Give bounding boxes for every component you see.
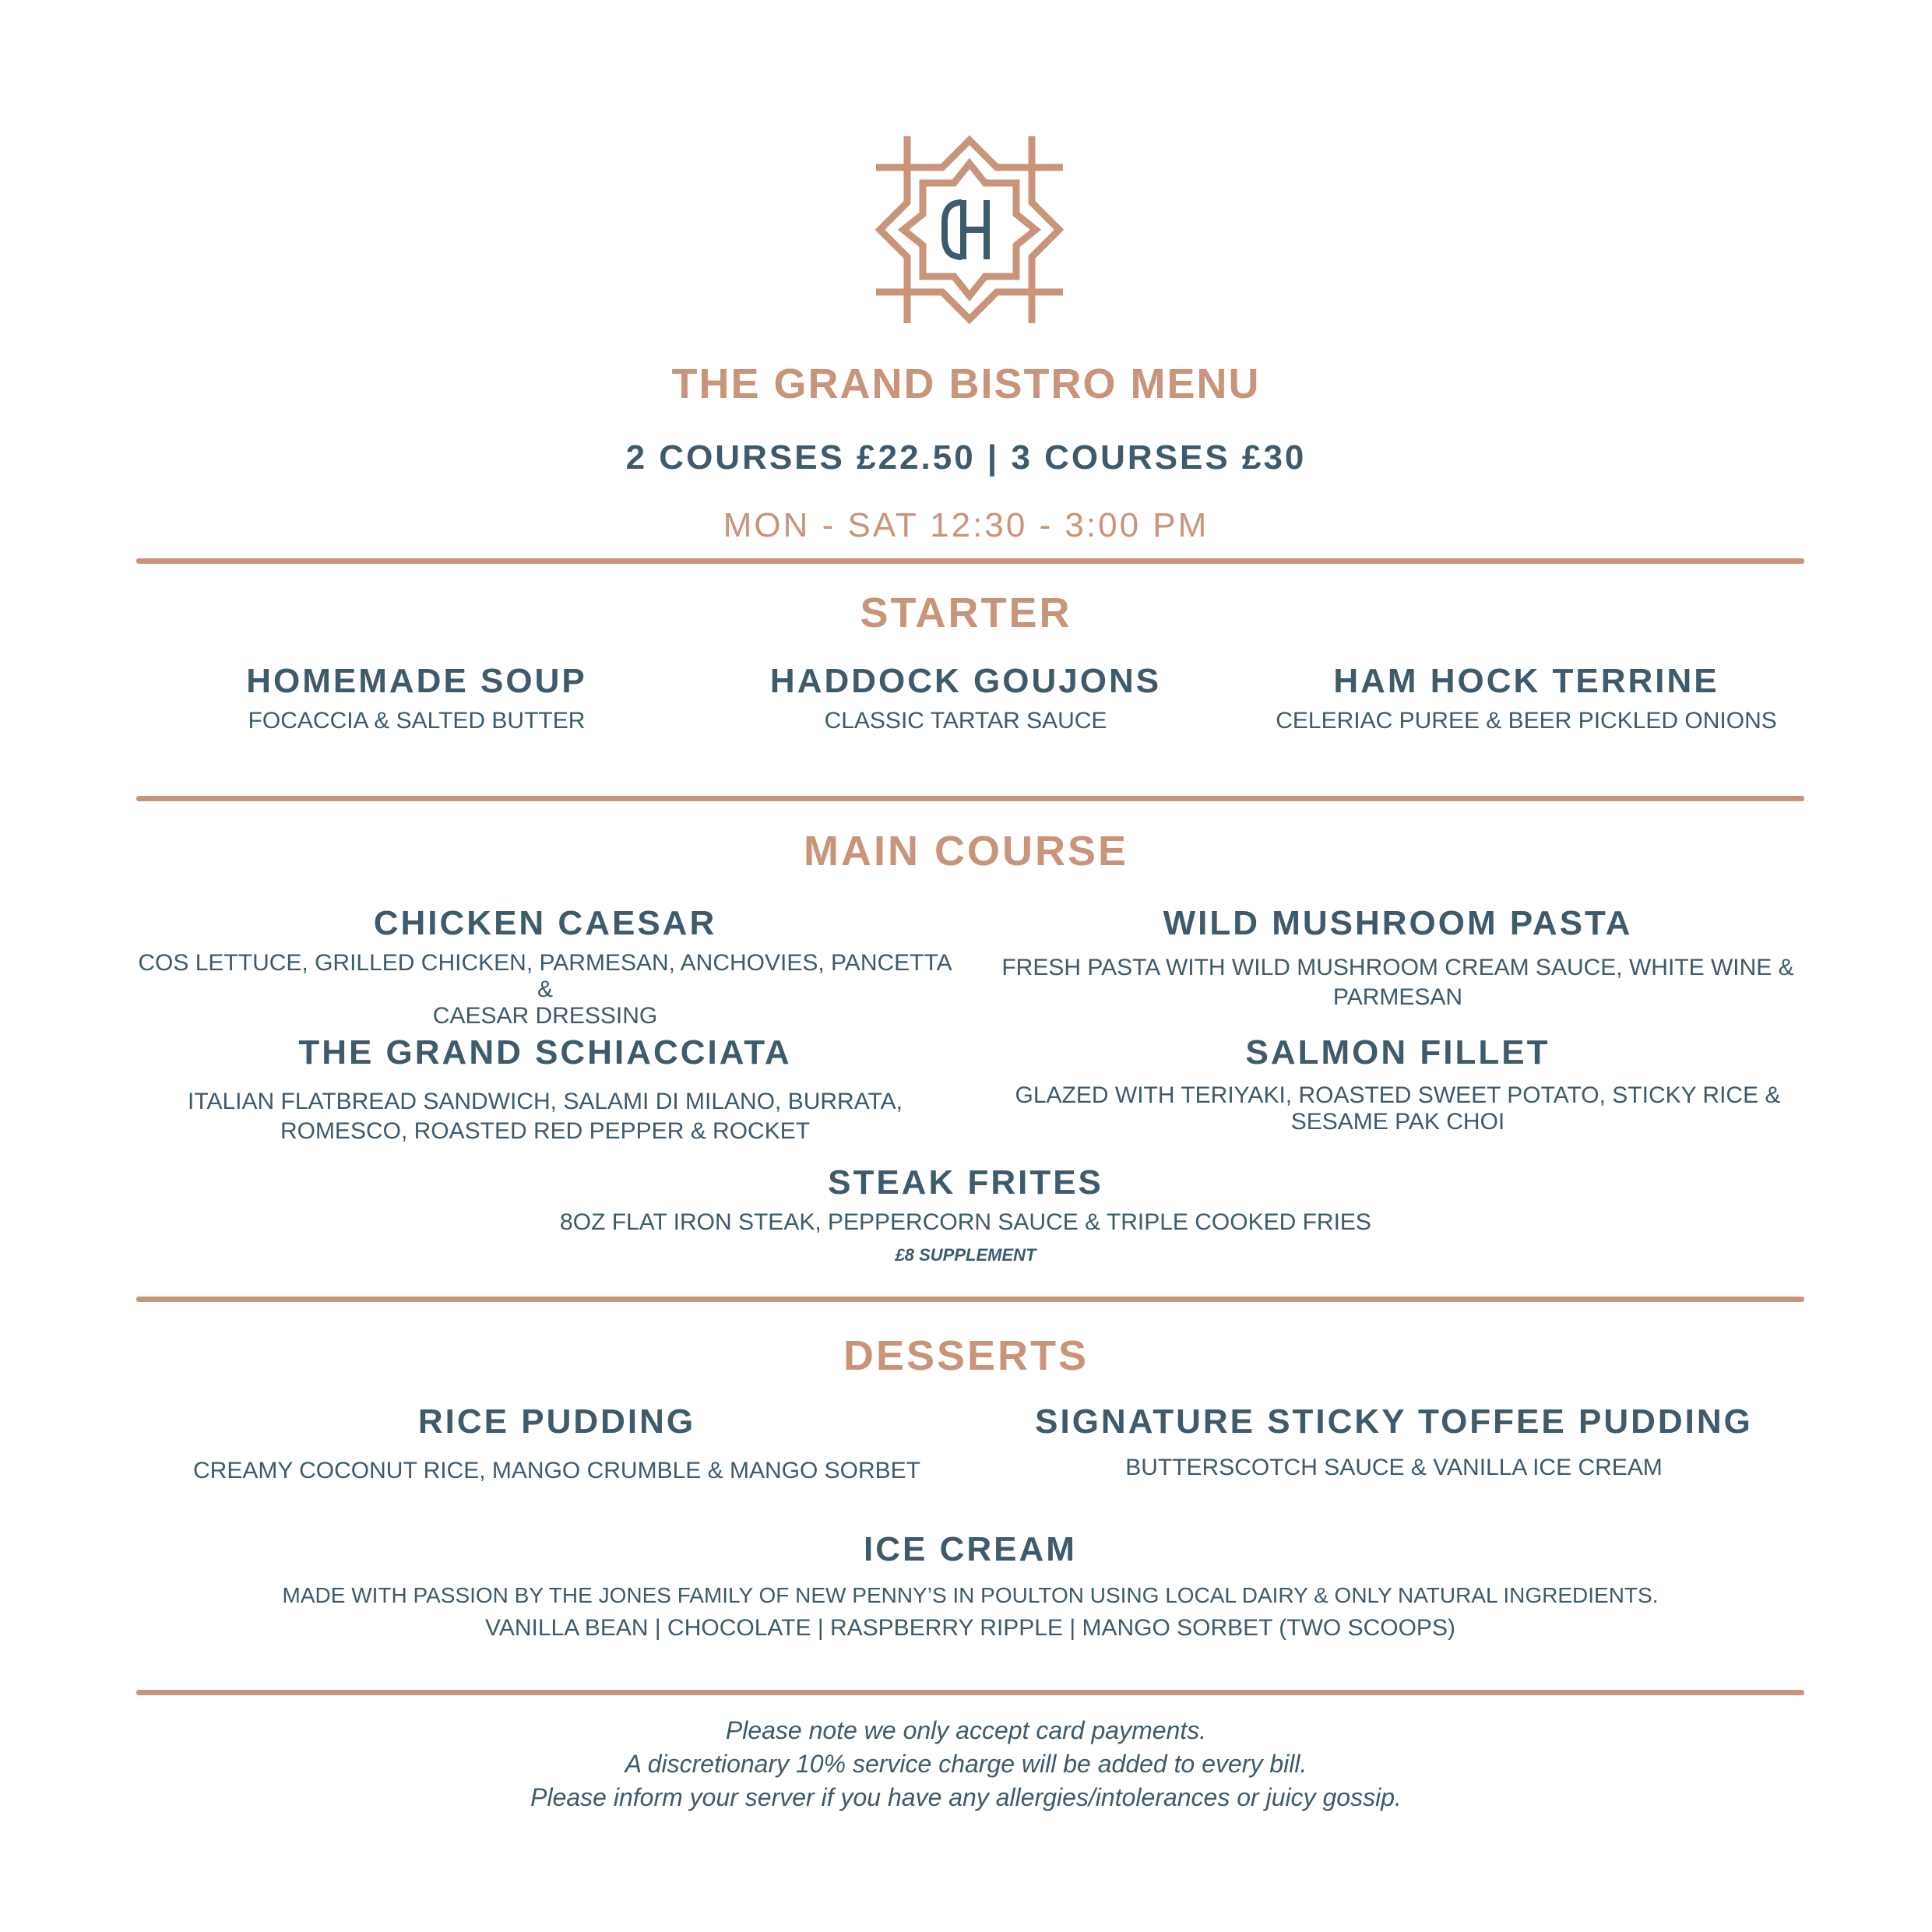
dish-name: STEAK FRITES: [828, 1163, 1103, 1202]
dish-rice-pudding: [136, 1402, 977, 1486]
dish-description: FOCACCIA & SALTED BUTTER: [248, 708, 586, 734]
menu-title: THE GRAND BISTRO MENU: [671, 361, 1261, 407]
dish-ice-cream: [136, 1529, 1804, 1645]
dish-name: HADDOCK GOUJONS: [769, 662, 1162, 700]
divider: [136, 1690, 1804, 1695]
dish-description: [989, 1082, 1807, 1135]
dish-description: [136, 1579, 1804, 1645]
dish-description-line: MADE WITH PASSION BY THE JONES FAMILY OF NEW PENNY’S IN POULTON USING LOCAL DAIRY & ONLY NATURAL INGREDIENTS.: [282, 1583, 1659, 1607]
dish-description-line: FRESH PASTA WITH WILD MUSHROOM CREAM SAUCE, WHITE WINE &: [1001, 955, 1794, 980]
dish-ham-hock-terrine: [1246, 661, 1807, 736]
footer-line: Please note we only accept card payments.: [725, 1716, 1207, 1744]
dish-description: 8OZ FLAT IRON STEAK, PEPPERCORN SAUCE & TRIPLE COOKED FRIES: [560, 1209, 1371, 1235]
section-title-main: MAIN COURSE: [803, 828, 1128, 875]
dish-wild-mushroom-pasta: [989, 903, 1807, 1012]
divider: [136, 796, 1804, 801]
dish-description-line: PARMESAN: [1332, 984, 1463, 1010]
dish-description-line: ROMESCO, ROASTED RED PEPPER & ROCKET: [280, 1118, 811, 1144]
dish-name: WILD MUSHROOM PASTA: [1163, 904, 1633, 942]
footer-notes: [0, 1714, 1932, 1814]
dish-description-line: CAESAR DRESSING: [432, 1003, 658, 1029]
dish-name: HOMEMADE SOUP: [246, 662, 587, 700]
divider: [136, 558, 1804, 564]
dish-description: [136, 950, 954, 1029]
section-title-starter: STARTER: [860, 589, 1072, 636]
dish-name: THE GRAND SCHIACCIATA: [298, 1033, 792, 1072]
opening-hours: MON - SAT 12:30 - 3:00 PM: [723, 506, 1209, 544]
dish-description: BUTTERSCOTCH SAUCE & VANILLA ICE CREAM: [1125, 1455, 1663, 1480]
supplement-note: £8 SUPPLEMENT: [895, 1245, 1036, 1265]
dish-description-line: COS LETTUCE, GRILLED CHICKEN, PARMESAN, ANCHOVIES, PANCETTA &: [138, 950, 952, 1002]
dish-name: HAM HOCK TERRINE: [1333, 662, 1719, 700]
dish-salmon-fillet: [989, 1033, 1807, 1135]
dish-grand-schiacciata: [136, 1033, 954, 1146]
dish-description: [989, 953, 1807, 1012]
dish-description: CREAMY COCONUT RICE, MANGO CRUMBLE & MANGO SORBET: [193, 1458, 920, 1483]
logo: [868, 128, 1071, 331]
dish-description-line: VANILLA BEAN | CHOCOLATE | RASPBERRY RIPPLE | MANGO SORBET (TWO SCOOPS): [485, 1615, 1455, 1641]
dish-description: CELERIAC PUREE & BEER PICKLED ONIONS: [1276, 708, 1777, 734]
dish-name: SALMON FILLET: [1245, 1033, 1550, 1072]
dish-description: [136, 1087, 954, 1146]
footer-line: Please inform your server if you have any allergies/intolerances or juicy gossip.: [530, 1783, 1402, 1811]
dish-chicken-caesar: [136, 903, 954, 1029]
dish-name: SIGNATURE STICKY TOFFEE PUDDING: [1035, 1402, 1753, 1441]
dish-haddock-goujons: [701, 661, 1230, 736]
dish-description-line: GLAZED WITH TERIYAKI, ROASTED SWEET POTATO, STICKY RICE &: [1015, 1082, 1781, 1108]
dish-homemade-soup: [156, 661, 677, 736]
divider: [136, 1297, 1804, 1302]
dish-sticky-toffee-pudding: [981, 1402, 1807, 1483]
price-line: 2 COURSES £22.50 | 3 COURSES £30: [625, 438, 1307, 477]
dish-name: ICE CREAM: [864, 1530, 1077, 1568]
dish-name: CHICKEN CAESAR: [373, 904, 717, 942]
dish-description-line: ITALIAN FLATBREAD SANDWICH, SALAMI DI MILANO, BURRATA,: [188, 1089, 903, 1114]
footer-line: A discretionary 10% service charge will be added to every bill.: [625, 1750, 1307, 1778]
dish-steak-frites: [265, 1163, 1666, 1265]
dish-description-line: SESAME PAK CHOI: [1290, 1109, 1505, 1135]
section-title-desserts: DESSERTS: [843, 1332, 1089, 1379]
dish-description: CLASSIC TARTAR SAUCE: [824, 708, 1107, 734]
dish-name: RICE PUDDING: [417, 1402, 696, 1441]
